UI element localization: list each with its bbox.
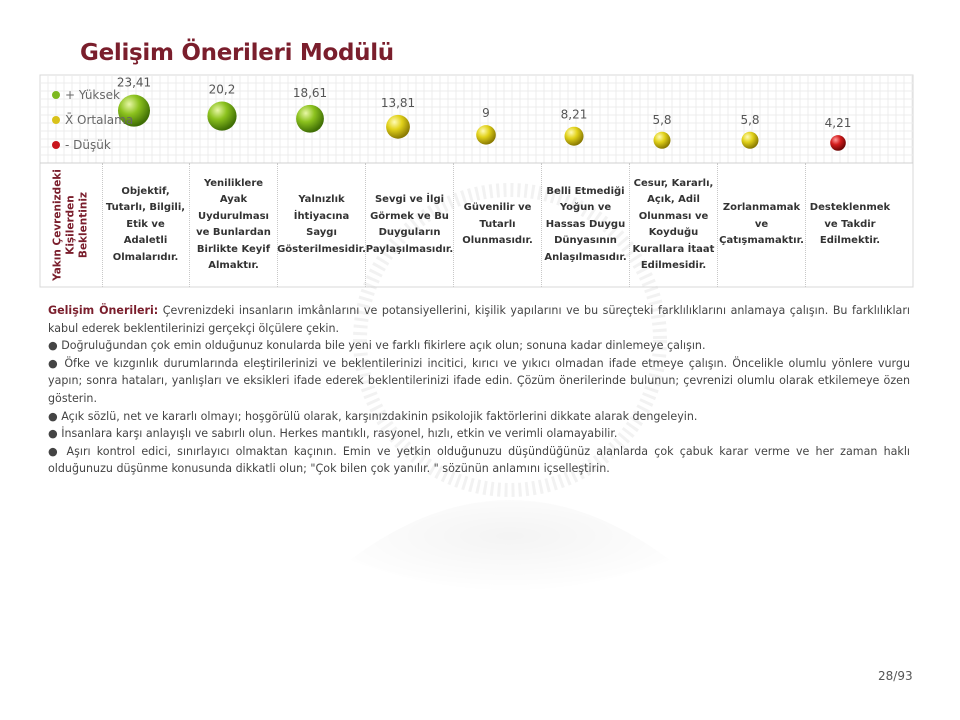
bubble-value-label: 5,8 [740,112,760,127]
criterion-label: Sevgi ve İlgi Görmek ve Bu Duyguların Paylaşılmasıdır. [365,194,454,255]
legend-high-dot [52,91,60,99]
legend-item-high [52,82,133,107]
bubble-point [386,115,410,139]
criterion-label: Objektif, Tutarlı, Bilgili, Etik ve Adaletli Olmalarıdır. [105,185,186,263]
bubble-point [296,105,324,133]
criterion-label: Belli Etmediği Yoğun ve Hassas Duygu Dünyasının Anlaşılmasıdır. [544,185,627,263]
bubble-point [654,132,671,149]
recommendation-intro [48,302,910,337]
criterion-label: Zorlanmamak ve Çatışmamaktır. [719,202,804,247]
criterion-label: Güvenilir ve Tutarlı Olunmasıdır. [462,202,533,247]
legend-average-dot [52,116,60,124]
criterion-cell [278,163,366,287]
page-number: 28/93 [878,669,913,683]
bubble-value-label: 20,2 [208,82,236,97]
bubble-point [742,132,759,149]
criterion-label: Desteklenmek ve Takdir Edilmektir. [809,202,891,247]
recommendation-bullet: ● İnsanlara karşı anlayışlı ve sabırlı olun. Herkes mantıklı, rasyonel, hızlı, etkin ve verimli olamayabilir. [48,427,618,441]
legend-item-low [52,132,133,157]
bubble-point [830,135,846,151]
legend-item-average [52,107,133,132]
recommendation-intro-text: Çevrenizdeki insanların imkânlarını ve potansiyellerini, kişilik yapılarını ve bu süreçteki farklılıklarını anlamaya çalışın. Bu farklılıkları kabul ederek beklentilerinizi gerçekçi ölçülere çekin. [48,304,910,335]
bubble-value-label: 13,81 [380,95,416,110]
legend-average-label: X̄ Ortalama [65,112,134,127]
row-header-label: Yakın Çevrenizdeki Kişilerden Beklentiniz [51,169,90,281]
page-title: Gelişim Önerileri Modülü [80,40,394,66]
recommendation-bullet: ● Aşırı kontrol edici, sınırlayıcı olmaktan kaçının. Emin ve yetkin olduğunuzu düşündüğünüz alanlarda çok çabuk karar verme ve her zaman haklı olduğunuzu düşünme konusunda dikkatli olun; "Çok bilen çok yanılır. " sözünün anlamını içselleştirin. [48,444,910,476]
legend-low-dot [52,141,60,149]
criterion-cell [718,163,806,287]
development-recommendations [48,302,910,478]
criterion-cell [630,163,718,287]
bubble-point [207,101,236,130]
legend-low-label: - Düşük [65,137,111,152]
bubble-value-label: 9 [482,106,490,120]
bubble-value-label: 4,21 [824,116,852,131]
criterion-cell [806,163,894,287]
chart-legend [52,82,133,157]
recommendation-bullet: ● Açık sözlü, net ve kararlı olmayı; hoşgörülü olarak, karşınızdakinin psikolojik faktörlerini dikkate alarak dengeleyin. [48,409,698,423]
criterion-cell [102,163,190,287]
recommendation-bullet: ● Doğruluğundan çok emin olduğunuz konularda bile yeni ve farklı fikirlere açık olun; sonuna kadar dinlemeye çalışın. [48,339,706,353]
bubble-point [476,125,496,145]
legend-high-label: + Yüksek [65,87,120,102]
bubble-value-label: 8,21 [560,107,588,122]
criterion-cell [190,163,278,287]
bubble-value-label: 23,41 [116,75,152,90]
criterion-cell [366,163,454,287]
bubble-value-label: 5,8 [652,112,672,127]
criterion-label: Cesur, Kararlı, Açık, Adil Olunması ve Koyduğu Kurallara İtaat Edilmesidir. [632,177,715,271]
bubble-value-label: 18,61 [292,85,328,100]
criterion-cell [542,163,630,287]
recommendation-bullet: ● Öfke ve kızgınlık durumlarında eleştirilerinizi ve beklentilerinizi incitici, kırıcı ve yıkıcı olmadan ifade etmeye çalışın. Öncelikle olumlu yönlere vurgu yapın; sonra hataları, yanlışları ve eksikleri ifade ederek beklentilerinizi ifade edin. Çözüm önerilerinde bulunun; çevrenizi olumlu olarak etkilemeye özen gösterin. [48,356,910,405]
criterion-cell [454,163,542,287]
row-header [40,163,103,287]
expectations-row [40,163,913,287]
bubble-point [565,127,584,146]
criterion-label: Yeniliklere Ayak Uydurulması ve Bunlardan Birlikte Keyif Almaktır. [196,177,271,271]
criterion-label: Yalnızlık İhtiyacına Saygı Gösterilmesidir. [277,194,366,255]
recommendation-heading: Gelişim Önerileri: [48,304,159,317]
